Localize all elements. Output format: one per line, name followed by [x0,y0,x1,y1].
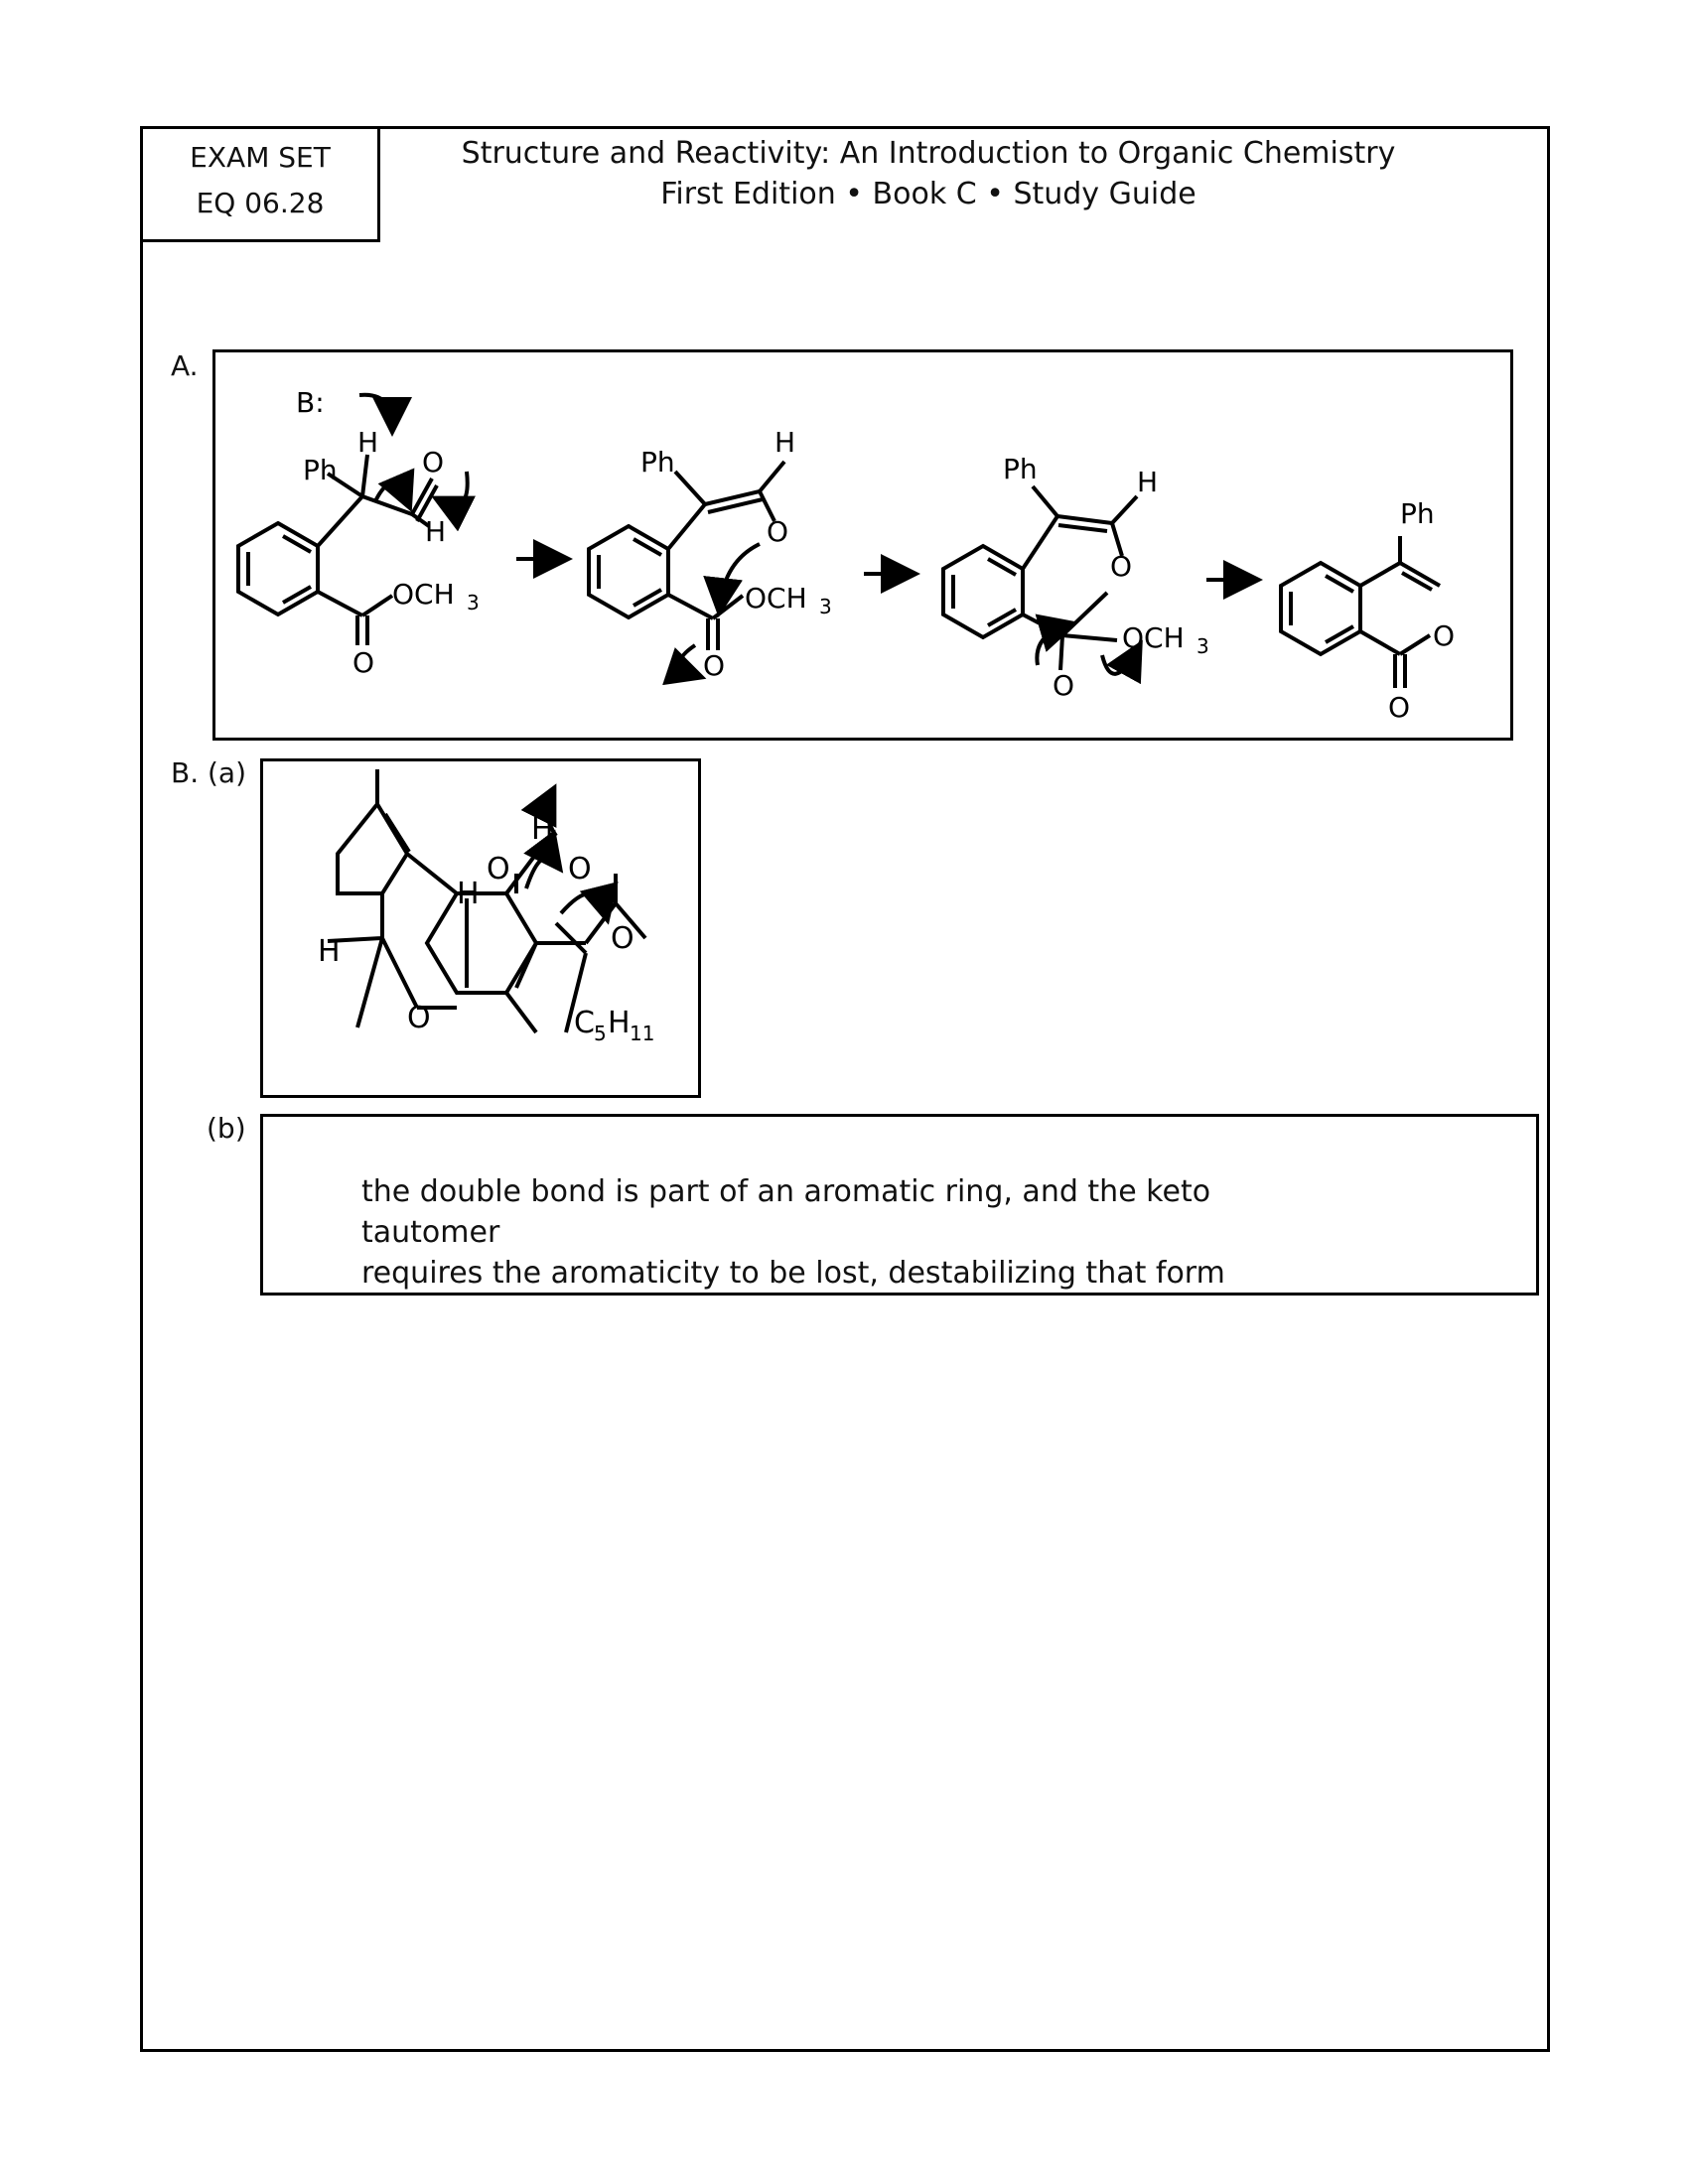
b-h-acid: H [531,812,554,847]
h-label-1b: H [425,515,447,548]
ph-label-1: Ph [303,454,338,486]
o-label-4b: O [1388,691,1411,724]
answer-line-1: the double bond is part of an aromatic ring, and the keto tautomer [361,1174,1211,1250]
part-a-label: A. [171,349,199,382]
c5h11-5: 5 [594,1022,607,1045]
book-subtitle: First Edition • Book C • Study Guide [660,177,1196,211]
h-label-2: H [774,426,796,459]
c5h11-h: H [608,1006,631,1040]
part-b-sub-label: (b) [207,1112,246,1145]
sub3-label-3: 3 [1196,634,1209,658]
part-b-label: B. (a) [171,756,247,789]
och3-label-2: OCH [745,582,807,614]
b-h-label: H [457,877,480,911]
sub3-label-1: 3 [467,591,480,614]
ph-label-3: Ph [1003,453,1038,485]
ph-label-2: Ph [640,446,675,478]
o-label-3: O [1110,550,1133,583]
molecule-3-structure [943,486,1137,674]
b-h-label-2: H [318,934,341,969]
molecule-2-structure [589,462,784,675]
o-label-1: O [422,446,445,478]
b-o-acid: O [568,852,592,887]
o-label-2: O [767,515,789,548]
b-o-ketone: O [487,852,510,887]
o-label-4: O [1433,619,1456,652]
exam-code: EQ 06.28 [196,187,325,219]
ph-label-4: Ph [1400,497,1435,530]
o-label-3b: O [1053,669,1075,702]
h-label-3: H [1137,466,1159,498]
och3-label-3: OCH [1122,621,1185,654]
b-o-ring: O [407,1001,431,1035]
c5h11-11: 11 [630,1022,655,1045]
book-title: Structure and Reactivity: An Introduction to Organic Chemistry [461,136,1396,171]
base-label: B: [296,386,325,419]
o-label-2b: O [703,649,726,682]
o-label-1b: O [352,646,375,679]
b-o-carbonyl: O [611,921,634,956]
answer-text [361,1171,1255,1294]
c5h11-c: C [574,1006,595,1040]
och3-label-1: OCH [392,578,455,611]
h-label-1a: H [357,426,379,459]
molecule-4-structure [1281,536,1440,688]
sub3-label-2: 3 [819,595,832,618]
exam-set-label: EXAM SET [190,141,331,174]
answer-line-2: requires the aromaticity to be lost, destabilizing that form [361,1256,1225,1291]
structure-box [260,758,701,1098]
